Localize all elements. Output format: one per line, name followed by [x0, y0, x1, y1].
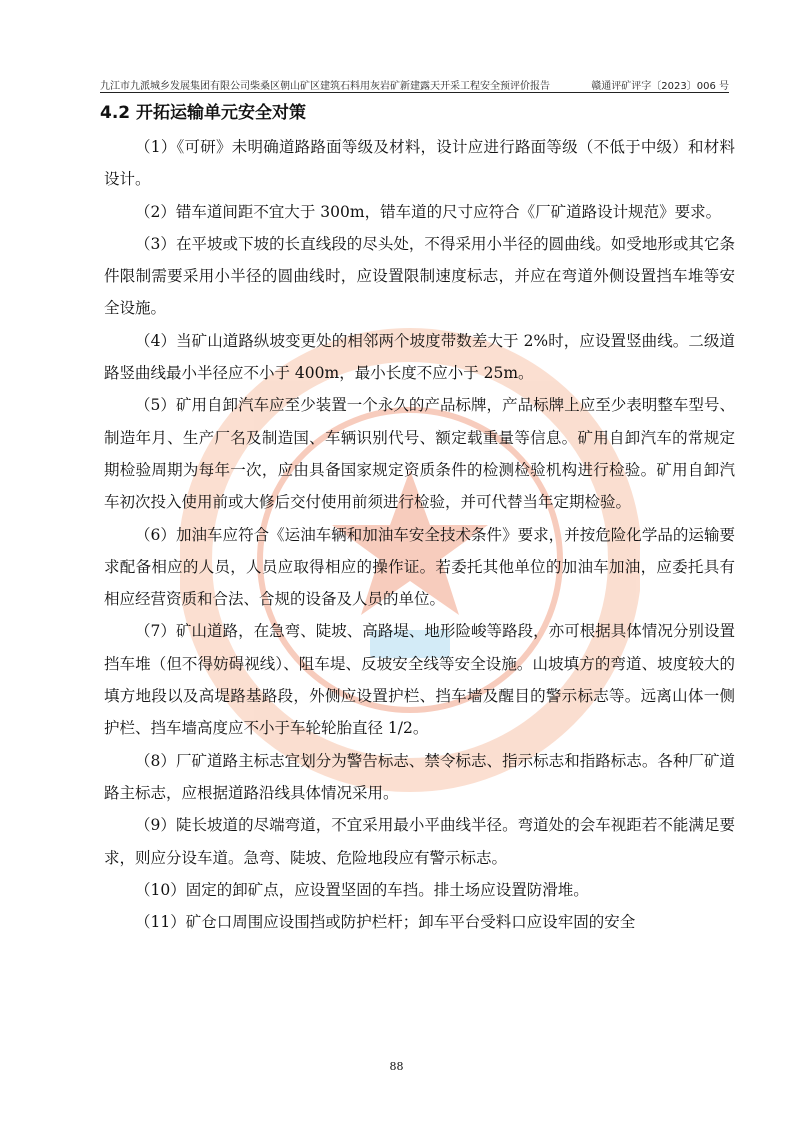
body-text [104, 131, 735, 938]
paragraph-3: （3）在平坡或下坡的长直线段的尽头处，不得采用小半径的圆曲线。如受地形或其它条件限制需要采用小半径的圆曲线时，应设置限制速度标志，并应在弯道外侧设置挡车堆等安全设施。 [104, 234, 735, 318]
page-number: 88 [389, 1060, 404, 1073]
paragraph-1: （1）《可研》未明确道路路面等级及材料，设计应进行路面等级（不低于中级）和材料设计。 [104, 138, 735, 189]
paragraph-7: （7）矿山道路，在急弯、陡坡、高路堤、地形险峻等路段，亦可根据具体情况分别设置挡车堆（但不得妨碍视线）、阻车堤、反坡安全线等安全设施。山坡填方的弯道、坡度较大的填方地段以及高堤路基路段，外侧应设置护栏、挡车墙及醒目的警示标志等。远离山体一侧护栏、挡车墙高度应不小于车轮轮胎直径 1/2。 [104, 622, 735, 738]
header-right-text: 赣通评矿评字〔2023〕006 号 [591, 81, 729, 92]
paragraph-6: （6）加油车应符合《运油车辆和加油车安全技术条件》要求，并按危险化学品的运输要求配备相应的人员，人员应取得相应的操作证。若委托其他单位的加油车加油，应委托具有相应经营资质和合法、合规的设备及人员的单位。 [104, 525, 735, 609]
paragraph-2: （2）错车道间距不宜大于 300m，错车道的尺寸应符合《厂矿道路设计规范》要求。 [135, 202, 722, 221]
section-title: 4.2 开拓运输单元安全对策 [100, 103, 307, 123]
header-divider [100, 92, 729, 93]
paragraph-11: （11）矿仓口周围应设围挡或防护栏杆；卸车平台受料口应设牢固的安全 [135, 913, 636, 932]
paragraph-4: （4）当矿山道路纵坡变更处的相邻两个坡度带数差大于 2%时，应设置竖曲线。二级道路竖曲线最小半径应不小于 400m，最小长度不应小于 25m。 [104, 331, 735, 383]
paragraph-9: （9）陡长坡道的尽端弯道，不宜采用最小平曲线半径。弯道处的会车视距若不能满足要求，则应分设车道。急弯、陡坡、危险地段应有警示标志。 [104, 816, 735, 867]
header-left-text: 九江市九派城乡发展集团有限公司柴桑区朝山矿区建筑石料用灰岩矿新建露天开采工程安全预评价报告 [100, 81, 550, 92]
paragraph-5: （5）矿用自卸汽车应至少装置一个永久的产品标牌，产品标牌上应至少表明整车型号、制造年月、生产厂名及制造国、车辆识别代号、额定载重量等信息。矿用自卸汽车的常规定期检验周期为每年一次，应由具备国家规定资质条件的检测检验机构进行检验。矿用自卸汽车初次投入使用前或大修后交付使用前须进行检验，并可代替当年定期检验。 [104, 396, 735, 512]
paragraph-8: （8）厂矿道路主标志宜划分为警告标志、禁令标志、指示标志和指路标志。各种厂矿道路主标志，应根据道路沿线具体情况采用。 [104, 751, 735, 802]
paragraph-10: （10）固定的卸矿点，应设置坚固的车挡。排土场应设置防滑堆。 [135, 880, 589, 899]
